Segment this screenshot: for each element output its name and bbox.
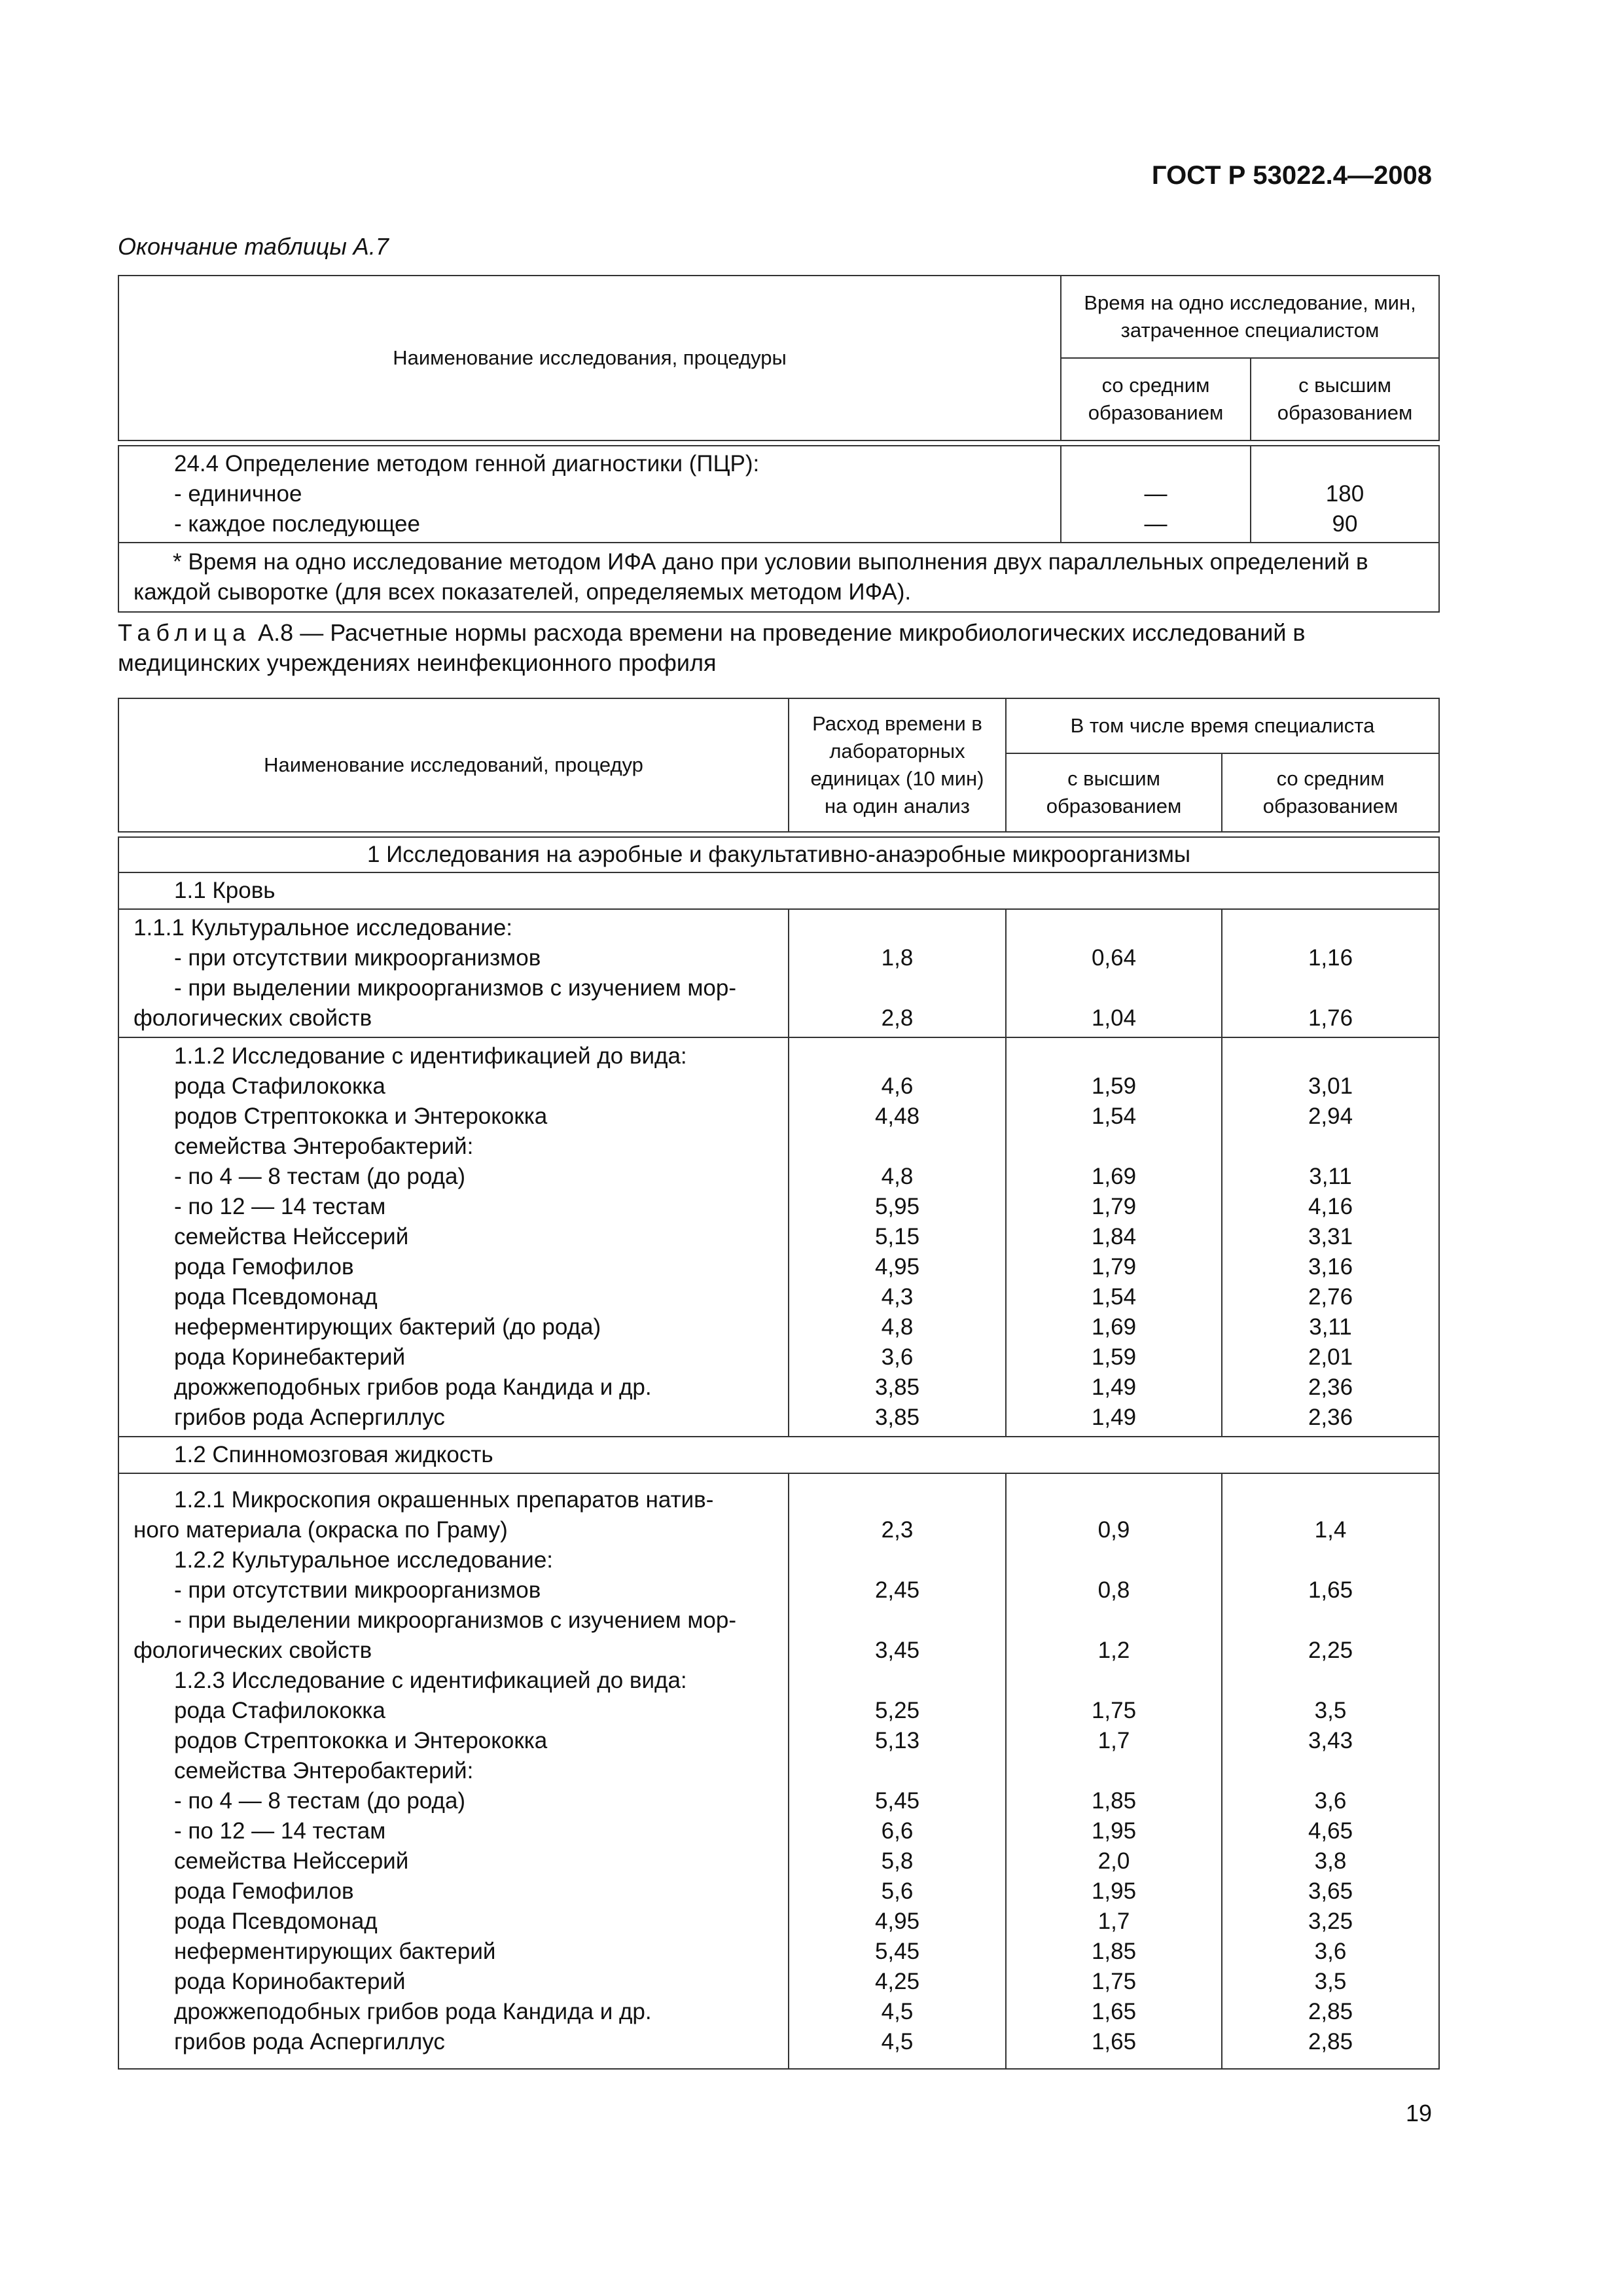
cell-line: 1,7 [1097,1909,1130,1934]
cell-line: 1,16 [1308,945,1353,971]
cell-line: 180 [1325,481,1364,507]
a8-row-1-1-1-name [118,909,789,1037]
cell-line: 2,94 [1308,1103,1353,1129]
cell-line: 1,95 [1091,1818,1137,1844]
cell-line: дрожжеподобных грибов рода Кандида и др. [174,1374,652,1400]
cell-line: грибов рода Аспергиллус [174,1405,445,1430]
cell-line: 2,76 [1308,1284,1353,1310]
cell-line: 3,11 [1309,1314,1352,1340]
cell-line: 5,8 [881,1848,914,1874]
cell-line: 5,95 [874,1194,920,1219]
cell-line: 4,5 [881,1999,914,2024]
cell-line: 1,84 [1091,1224,1137,1249]
cell-line [1021,1041,1207,1071]
cell-line: рода Стафилококка [174,1073,385,1099]
cell-line: 0,9 [1097,1517,1130,1543]
cell-line: семейства Энтеробактерий: [174,1134,474,1159]
a8-row-1-1-2-name [118,1037,789,1437]
cell-line: 4,3 [881,1284,914,1310]
cell-line: 1,75 [1091,1969,1137,1994]
cell-line: 24.4 Определение методом генной диагностики (ПЦР): [174,451,760,476]
cell-line: 3,85 [874,1374,920,1400]
cell-line [804,1485,991,1515]
a7-col-mid-header: со средним образованием [1061,358,1251,440]
cell-line [1021,973,1207,1003]
cell-line [1237,913,1424,943]
cell-line [1266,449,1424,479]
table-a8-title-label: Таблица [118,619,252,646]
page-number: 19 [1405,2100,1432,2126]
cell-line: фологических свойств [134,1638,372,1663]
cell-line [1237,1545,1424,1575]
a8-col-mid-header: со средним образованием [1222,753,1439,832]
cell-line: - по 12 — 14 тестам [174,1818,386,1844]
cell-line: 4,48 [874,1103,920,1129]
a8-col-high-header: с высшим образованием [1006,753,1222,832]
a8-row-1-1-1-mid [1222,909,1439,1037]
cell-line: 5,6 [881,1878,914,1904]
cell-line: 2,36 [1308,1405,1353,1430]
cell-line: 3,6 [881,1344,914,1370]
cell-line: рода Коринебактерий [174,1344,406,1370]
a7-col-name-header: Наименование исследования, процедуры [118,276,1061,440]
cell-line: рода Псевдомонад [174,1909,378,1934]
cell-line: 3,65 [1308,1878,1353,1904]
cell-line: неферментирующих бактерий [174,1939,496,1964]
cell-line: 1,65 [1091,2029,1137,2054]
cell-line: 1.2.3 Исследование с идентификацией до вида: [174,1668,687,1693]
cell-line: 1,8 [881,945,914,971]
cell-line: 4,5 [881,2029,914,2054]
cell-line: 3,43 [1308,1728,1353,1753]
cell-line: 3,8 [1314,1848,1347,1874]
cell-line: семейства Нейссерий [174,1848,409,1874]
a8-row-1-1-1-lab [789,909,1006,1037]
a8-row-1-1-2-lab [789,1037,1006,1437]
a8-col-spec-header: В том числе время специалиста [1006,698,1439,753]
cell-line: - по 12 — 14 тестам [174,1194,386,1219]
a7-row-high [1251,446,1439,543]
cell-line: 3,6 [1314,1788,1347,1814]
cell-line: - при выделении микроорганизмов с изучением мор- [174,975,737,1001]
cell-line: 4,8 [881,1164,914,1189]
cell-line [1021,1756,1207,1786]
cell-line: 5,15 [874,1224,920,1249]
cell-line: 2,36 [1308,1374,1353,1400]
cell-line: 5,45 [874,1788,920,1814]
cell-line [1021,1132,1207,1162]
a8-col-name-header: Наименование исследований, процедур [118,698,789,832]
cell-line: 1,54 [1091,1103,1137,1129]
cell-line: 1,79 [1091,1254,1137,1280]
cell-line [1237,1132,1424,1162]
cell-line: 1,75 [1091,1698,1137,1723]
cell-line: рода Псевдомонад [174,1284,378,1310]
cell-line: 1.1.2 Исследование с идентификацией до вида: [174,1043,687,1069]
cell-line: 1,65 [1308,1577,1353,1603]
cell-line: 3,11 [1309,1164,1352,1189]
cell-line: 1,95 [1091,1878,1137,1904]
cell-line [1021,1666,1207,1696]
cell-line: 1,69 [1091,1314,1137,1340]
a8-row-1-2-high [1006,1473,1222,2069]
table-a7 [118,275,1440,613]
cell-line: 1,69 [1091,1164,1137,1189]
cell-line: - при отсутствии микроорганизмов [174,1577,541,1603]
a8-row-1-1-1-high [1006,909,1222,1037]
cell-line: 1,59 [1091,1073,1137,1099]
table-a8-title-text: А.8 — Расчетные нормы расхода времени на проведение микробиологических исследований в медицинских учреждениях неинфекционного профиля [118,619,1306,676]
cell-line: рода Гемофилов [174,1878,354,1904]
cell-line: 1,54 [1091,1284,1137,1310]
cell-line [804,913,991,943]
cell-line: 1,65 [1091,1999,1137,2024]
cell-line: 2,3 [881,1517,914,1543]
cell-line: 1,79 [1091,1194,1137,1219]
cell-line: - каждое последующее [174,511,420,537]
cell-line: семейства Энтеробактерий: [174,1758,474,1784]
a8-row-1-1-2-high [1006,1037,1222,1437]
cell-line: рода Гемофилов [174,1254,354,1280]
cell-line: 4,65 [1308,1818,1353,1844]
cell-line: — [1144,481,1168,507]
cell-line [1237,1756,1424,1786]
cell-line: 1,49 [1091,1405,1137,1430]
a8-subsection-1-2: 1.2 Спинномозговая жидкость [118,1437,1439,1473]
cell-line: 2,01 [1308,1344,1353,1370]
cell-line: родов Стрептококка и Энтерококка [174,1103,548,1129]
cell-line: неферментирующих бактерий (до рода) [174,1314,601,1340]
a7-col-high-header: с высшим образованием [1251,358,1439,440]
cell-line: 4,95 [874,1909,920,1934]
cell-line: - при отсутствии микроорганизмов [174,945,541,971]
cell-line: 3,5 [1314,1969,1347,1994]
cell-line: 1,49 [1091,1374,1137,1400]
cell-line [1237,973,1424,1003]
cell-line [804,1041,991,1071]
cell-line: 1,59 [1091,1344,1137,1370]
cell-line [804,1666,991,1696]
cell-line: грибов рода Аспергиллус [174,2029,445,2054]
cell-line [1237,1485,1424,1515]
cell-line [1021,1485,1207,1515]
cell-line [1237,1666,1424,1696]
cell-line: 1,85 [1091,1939,1137,1964]
a8-row-1-2-name [118,1473,789,2069]
a8-col-lab-header: Расход времени в лабораторных единицах (10 мин) на один анализ [789,698,1006,832]
cell-line: 6,6 [881,1818,914,1844]
cell-line [804,1756,991,1786]
cell-line: дрожжеподобных грибов рода Кандида и др. [174,1999,652,2024]
a7-footnote: * Время на одно исследование методом ИФА дано при условии выполнения двух параллельных определений в каждой сыворотке (для всех показателей, определяемых методом ИФА). [118,543,1439,612]
cell-line: - единичное [174,481,302,507]
cell-line: 1.2.1 Микроскопия окрашенных препаратов натив- [174,1487,714,1513]
cell-line: фологических свойств [134,1005,372,1031]
cell-line: - при выделении микроорганизмов с изучением мор- [174,1607,737,1633]
cell-line: 1,7 [1097,1728,1130,1753]
cell-line [1021,1605,1207,1636]
cell-line: рода Коринобактерий [174,1969,406,1994]
cell-line: 2,45 [874,1577,920,1603]
cell-line: 3,16 [1308,1254,1353,1280]
standard-number: ГОСТ Р 53022.4—2008 [1151,161,1432,190]
cell-line [1237,1605,1424,1636]
a8-row-1-1-2-mid [1222,1037,1439,1437]
cell-line: 3,45 [874,1638,920,1663]
cell-line [804,1545,991,1575]
cell-line [804,1605,991,1636]
cell-line: 5,13 [874,1728,920,1753]
cell-line: ного материала (окраска по Граму) [134,1517,508,1543]
cell-line: 3,31 [1308,1224,1353,1249]
cell-line: 3,25 [1308,1909,1353,1934]
cell-line: 5,45 [874,1939,920,1964]
cell-line: 3,85 [874,1405,920,1430]
table-a8 [118,698,1440,2070]
cell-line: 4,6 [881,1073,914,1099]
cell-line: — [1144,511,1168,537]
cell-line [1237,1041,1424,1071]
cell-line: 2,85 [1308,1999,1353,2024]
cell-line: семейства Нейссерий [174,1224,409,1249]
cell-line: 4,95 [874,1254,920,1280]
cell-line: 5,25 [874,1698,920,1723]
cell-line: 4,25 [874,1969,920,1994]
a8-row-1-2-mid [1222,1473,1439,2069]
cell-line: 1,85 [1091,1788,1137,1814]
cell-line [1021,913,1207,943]
a7-col-time-header: Время на одно исследование, мин, затраченное специалистом [1061,276,1439,358]
cell-line: 4,8 [881,1314,914,1340]
table-a8-title [118,618,1438,678]
cell-line: 3,6 [1314,1939,1347,1964]
cell-line: - по 4 — 8 тестам (до рода) [174,1788,466,1814]
cell-line: - по 4 — 8 тестам (до рода) [174,1164,466,1189]
cell-line: 4,16 [1308,1194,1353,1219]
cell-line: 90 [1332,511,1358,537]
cell-line: 1,4 [1314,1517,1347,1543]
cell-line: 3,01 [1308,1073,1353,1099]
cell-line [1076,449,1236,479]
cell-line: 0,64 [1091,945,1137,971]
cell-line: рода Стафилококка [174,1698,385,1723]
cell-line: 2,8 [881,1005,914,1031]
a8-section-1: 1 Исследования на аэробные и факультативно-анаэробные микроорганизмы [118,837,1439,872]
cell-line: 2,85 [1308,2029,1353,2054]
a7-row-mid [1061,446,1251,543]
cell-line [1021,1545,1207,1575]
cell-line: 1.2.2 Культуральное исследование: [174,1547,554,1573]
table-a7-caption: Окончание таблицы А.7 [118,233,389,260]
cell-line: родов Стрептококка и Энтерококка [174,1728,548,1753]
cell-line: 1.1.1 Культуральное исследование: [134,915,513,941]
cell-line [804,973,991,1003]
cell-line: 2,0 [1097,1848,1130,1874]
cell-line: 1,76 [1308,1005,1353,1031]
cell-line: 1,04 [1091,1005,1137,1031]
cell-line: 2,25 [1308,1638,1353,1663]
cell-line [804,1132,991,1162]
a7-row-name [118,446,1061,543]
cell-line: 1,2 [1097,1638,1130,1663]
a8-row-1-2-lab [789,1473,1006,2069]
a8-subsection-1-1: 1.1 Кровь [118,872,1439,909]
cell-line: 3,5 [1314,1698,1347,1723]
cell-line: 0,8 [1097,1577,1130,1603]
